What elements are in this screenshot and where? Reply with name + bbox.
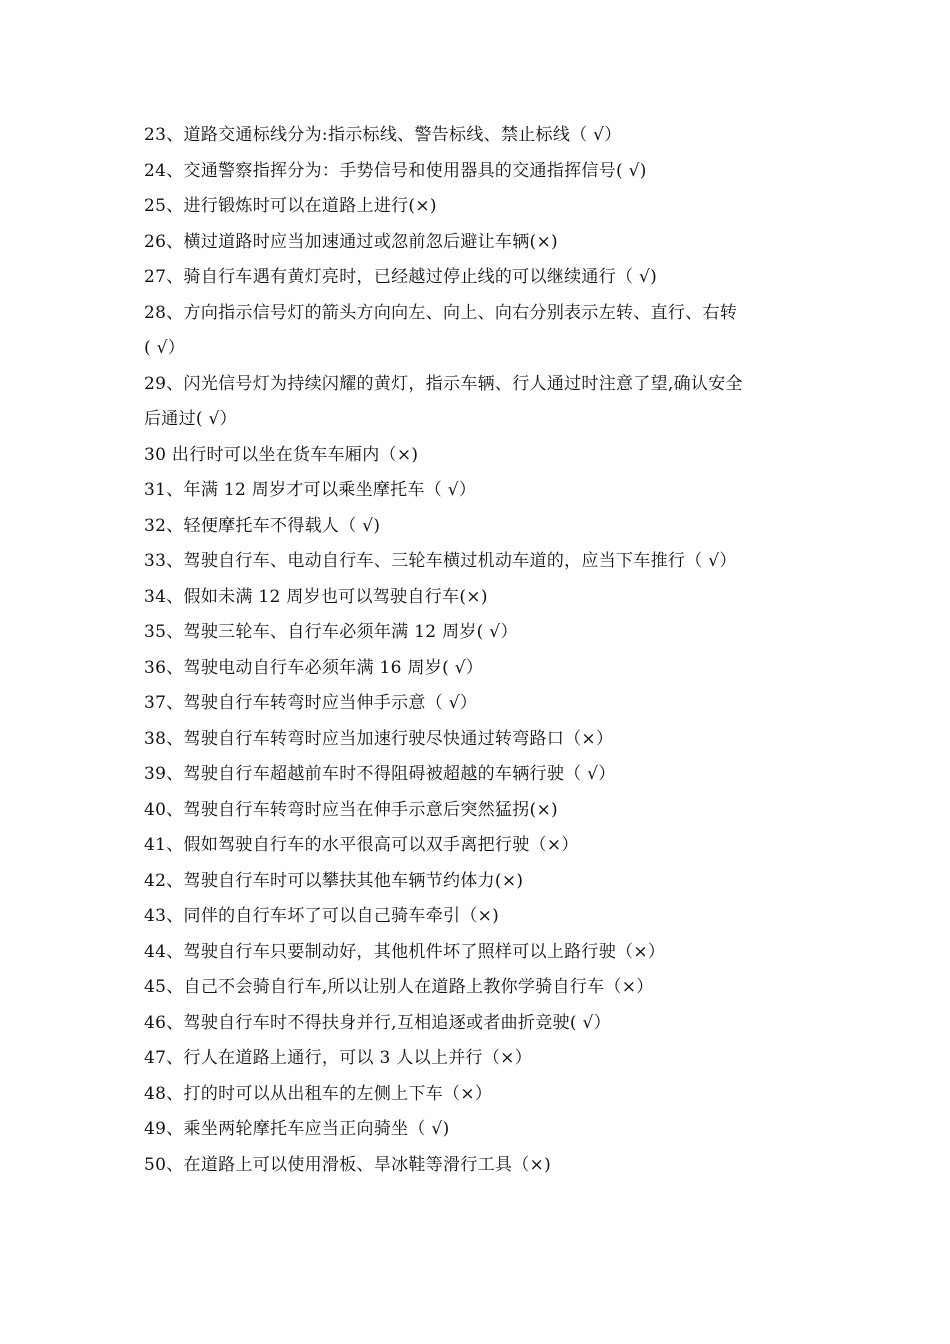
question-line: 32、轻便摩托车不得载人（ √): [144, 515, 381, 536]
question-line: 47、行人在道路上通行，可以 3 人以上并行（×）: [144, 1048, 532, 1068]
question-line-continuation: ( √）: [144, 338, 186, 358]
question-line: 50、在道路上可以使用滑板、旱冰鞋等滑行工具（×): [144, 1154, 552, 1175]
question-line: 44、驾驶自行车只要制动好，其他机件坏了照样可以上路行驶（×）: [144, 941, 666, 962]
question-list: [144, 118, 814, 1183]
question-line: 28、方向指示信号灯的箭头方向向左、向上、向右分别表示左转、直行、右转: [144, 302, 738, 323]
question-line: 26、横过道路时应当加速通过或忽前忽后避让车辆(×): [144, 231, 558, 252]
question-line: 31、年满 12 周岁才可以乘坐摩托车（ √）: [144, 480, 477, 500]
question-line: 38、驾驶自行车转弯时应当加速行驶尽快通过转弯路口（×）: [144, 728, 614, 749]
question-line-continuation: 后通过( √）: [144, 409, 237, 429]
question-line: 37、驾驶自行车转弯时应当伸手示意（ √）: [144, 693, 478, 713]
question-line: 34、假如未满 12 周岁也可以驾驶自行车(×): [144, 586, 488, 607]
question-line: 48、打的时可以从出租车的左侧上下车（×）: [144, 1083, 493, 1104]
question-line: 41、假如驾驶自行车的水平很高可以双手离把行驶（×）: [144, 835, 579, 855]
question-line: 27、骑自行车遇有黄灯亮时，已经越过停止线的可以继续通行（ √): [144, 267, 658, 287]
question-line: 23、道路交通标线分为:指示标线、警告标线、禁止标线（ √）: [144, 125, 622, 145]
question-line: 30 出行时可以坐在货车车厢内（×): [144, 444, 419, 465]
question-line: 43、同伴的自行车坏了可以自己骑车牵引（×): [144, 906, 500, 926]
question-line: 45、自己不会骑自行车,所以让别人在道路上教你学骑自行车（×）: [144, 977, 654, 997]
question-line: 35、驾驶三轮车、自行车必须年满 12 周岁( √）: [144, 622, 518, 642]
question-line: 29、闪光信号灯为持续闪耀的黄灯，指示车辆、行人通过时注意了望,确认安全: [144, 373, 743, 394]
question-line: 40、驾驶自行车转弯时应当在伸手示意后突然猛拐(×): [144, 799, 558, 820]
question-line: 39、驾驶自行车超越前车时不得阻碍被超越的车辆行驶（ √）: [144, 764, 616, 784]
question-line: 24、交通警察指挥分为：手势信号和使用器具的交通指挥信号( √): [144, 160, 647, 181]
question-line: 49、乘坐两轮摩托车应当正向骑坐（ √): [144, 1119, 450, 1139]
question-line: 42、驾驶自行车时可以攀扶其他车辆节约体力(×): [144, 870, 524, 891]
question-line: 46、驾驶自行车时不得扶身并行,互相追逐或者曲折竞驶( √）: [144, 1012, 611, 1033]
question-line: 36、驾驶电动自行车必须年满 16 周岁( √）: [144, 657, 484, 678]
question-line: 25、进行锻炼时可以在道路上进行(×): [144, 196, 437, 216]
question-line: 33、驾驶自行车、电动自行车、三轮车横过机动车道的，应当下车推行（ √）: [144, 551, 737, 571]
